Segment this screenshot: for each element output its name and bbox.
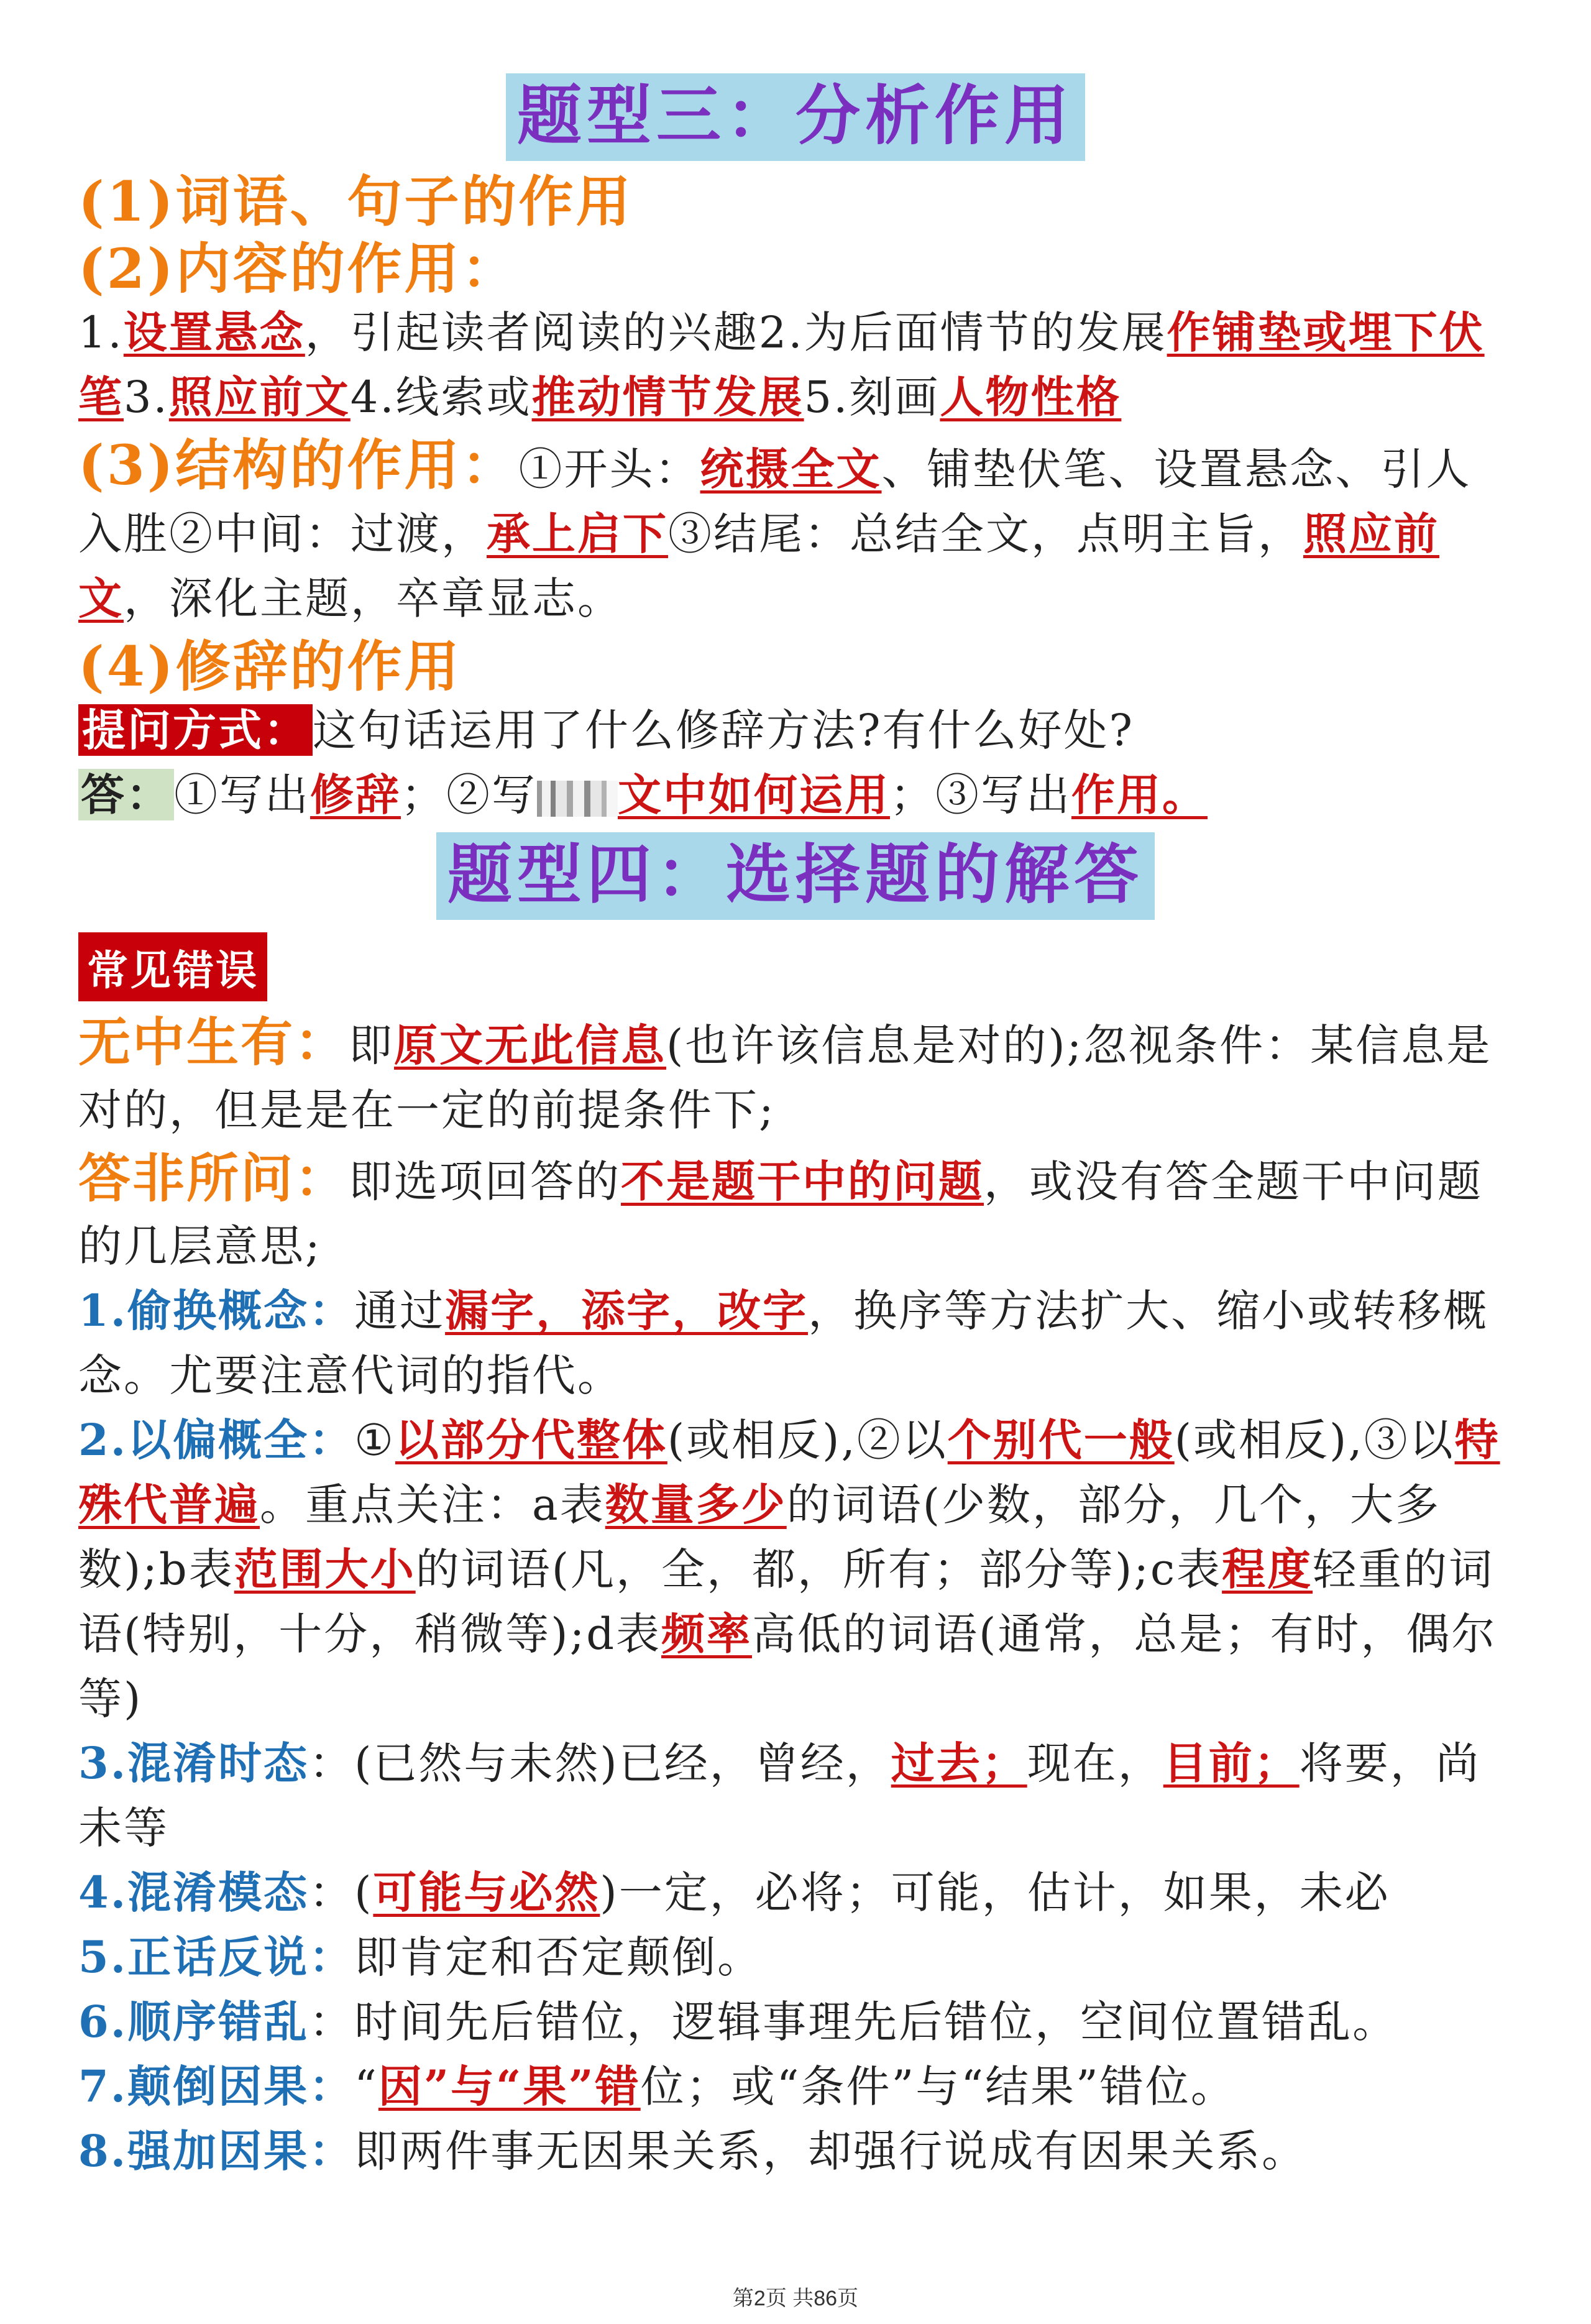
keyword: 承上启下 [487,507,668,559]
error-item-2 [78,1408,1513,1731]
text: 即肯定和否定颠倒。 [354,1931,763,1983]
text: 、铺垫伏笔、设置悬念、引人入胜②中间：过渡， [78,443,1472,559]
error-lead: 无中生有： [78,1011,349,1073]
text: ；②写 [401,769,537,821]
keyword: 目前； [1163,1737,1300,1789]
text: 现在， [1027,1737,1163,1789]
heading-word-sentence-function: (1)词语、句子的作用 [78,168,633,234]
keyword: 推动情节发展 [531,370,804,423]
keyword: 程度 [1222,1543,1313,1595]
keyword: 因”与“果”错 [378,2060,641,2112]
keyword: 过去； [891,1737,1027,1789]
text: 即 [349,1019,395,1071]
common-errors-tag: 常见错误 [78,932,267,1001]
error-item-6 [78,1990,1513,2054]
text: 将要，尚未等 [78,1737,1481,1853]
keyword: 数量多少 [605,1478,787,1530]
text: ：时间先后错位，逻辑事理先后错位，空间位置错乱。 [309,1996,1398,2047]
answer-line [78,763,1513,827]
text: ，引起读者阅读的兴趣2.为后面情节的发展 [305,306,1167,358]
text: ①开头： [518,443,700,495]
error-lead: 答非所问： [78,1147,349,1209]
keyword: 照应前文 [78,507,1439,624]
common-errors-tag-row [78,920,1513,1001]
section-3-title: 题型三：分析作用 [506,73,1085,161]
answer-label: 答： [78,769,174,820]
keyword: 人物性格 [940,370,1122,423]
text: 通过 [354,1285,446,1336]
keyword: 原文无此信息 [394,1019,667,1071]
structure-function-paragraph [78,433,1513,631]
text: 即选项回答的 [349,1155,621,1207]
content-function-paragraph [78,300,1513,429]
text: 高低的词语(通常，总是；有时，偶尔等) [78,1608,1497,1724]
text: ③结尾：总结全文，点明主旨， [668,508,1303,559]
text: 即两件事无因果关系，却强行说成有因果关系。 [354,2125,1308,2177]
text: ① [354,1414,395,1466]
document-page [0,73,1591,2324]
keyword: 照应前文 [168,370,351,423]
keyword: 统摄全文 [700,443,882,495]
keyword: 个别代一般 [947,1413,1175,1466]
text: (也许该信息是对的);忽视条件：某信息是对的，但是是在一定的前提条件下; [78,1019,1492,1136]
text: )一定，必将；可能，估计，如果，未必 [600,1867,1390,1918]
error-irrelevant-answer [78,1146,1513,1279]
text: ，换序等方法扩大、缩小或转移概念。尤要注意代词的指代。 [78,1285,1489,1401]
keyword: 以部分代整体 [395,1413,667,1466]
text: 位；或“条件”与“结果”错位。 [640,2060,1236,2112]
section-4-title: 题型四：选择题的解答 [436,832,1155,920]
text: (或相反),②以 [667,1414,948,1466]
keyword: 设置悬念 [123,306,305,358]
text: ；③写出 [890,769,1071,821]
text: 4.线索或 [350,371,532,423]
text: 5.刻画 [804,371,940,423]
text: 1. [78,306,124,358]
keyword: 漏字，添字，改字 [445,1284,809,1336]
error-item-5 [78,1925,1513,1990]
keyword: 修辞 [310,769,401,821]
text: ：( [309,1867,374,1918]
text: 轻重的词语(特别，十分，稍微等);d表 [78,1543,1495,1660]
text: ①写出 [174,769,310,821]
text: ，深化主题，卒章显志。 [124,572,623,624]
question-line [78,698,1513,763]
error-item-7 [78,2054,1513,2119]
text: 。重点关注：a表 [260,1479,605,1530]
keyword: 频率 [661,1607,753,1660]
keyword: 可能与必然 [373,1866,600,1918]
item-lead: 7.颠倒因果： [78,2060,355,2112]
keyword: 文中如何运用 [618,769,890,821]
keyword: 范围大小 [234,1543,416,1595]
error-item-4 [78,1860,1513,1925]
error-item-1 [78,1279,1513,1408]
text: 3. [124,371,169,423]
page-footer: 第2页 共86页 [732,2287,859,2310]
blurred-text-mark [537,781,618,817]
question-text: 这句话运用了什么修辞方法?有什么好处? [313,705,1135,756]
error-item-8 [78,2119,1513,2184]
text: 的词语(凡，全，都，所有；部分等);c表 [415,1543,1222,1595]
heading-content-function: (2)内容的作用： [78,236,519,301]
item-lead: 3.混淆时态 [78,1737,309,1789]
item-lead: 6.顺序错乱 [78,1995,309,2047]
keyword: 作用。 [1071,769,1208,821]
keyword: 不是题干中的问题 [621,1155,984,1207]
item-lead: 5.正话反说： [78,1931,355,1983]
keyword: 作铺垫或埋下伏笔 [78,306,1485,423]
item-lead: 1.偷换概念： [78,1284,355,1336]
error-item-3 [78,1731,1513,1860]
section-3-title-row [78,73,1513,161]
text: (或相反),③以 [1174,1414,1455,1466]
text: ，或没有答全题干中问题的几层意思; [78,1155,1483,1272]
item-lead: 2.以偏概全： [78,1413,355,1466]
text: “ [354,2060,378,2112]
question-label: 提问方式： [78,704,313,756]
keyword: 特殊代普遍 [78,1413,1500,1530]
heading-rhetoric-function: (4)修辞的作用 [78,633,462,699]
error-fabrication [78,1010,1513,1142]
item-lead: 4.混淆模态 [78,1866,309,1918]
text: ：(已然与未然)已经，曾经， [309,1737,891,1789]
item-lead: 8.强加因果： [78,2124,355,2177]
text: 的词语(少数，部分，几个，大多数);b表 [78,1479,1441,1595]
heading-structure-function: (3)结构的作用： [78,432,519,497]
section-4-title-row [78,832,1513,920]
